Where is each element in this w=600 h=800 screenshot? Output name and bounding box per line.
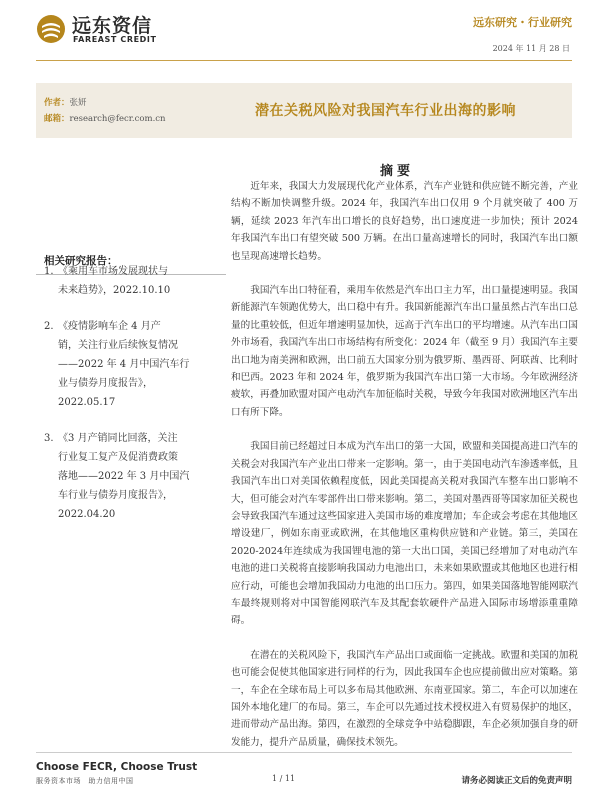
brand-name-en: FAREAST CREDIT	[73, 35, 157, 44]
disclaimer-note: 请务必阅读正文后的免责声明	[461, 776, 572, 786]
footer-tagline: 服务资本市场 助力信用中国	[36, 777, 134, 785]
related-reports-heading: 相关研究报告：	[44, 255, 118, 267]
report-title: 潜在关税风险对我国汽车行业出海的影响	[255, 103, 516, 119]
report-category: 远东研究・行业研究	[473, 16, 572, 29]
related-report-number: 2.	[44, 321, 54, 332]
related-report-text: 2022.05.17	[58, 397, 116, 408]
author-line: 作者：张妍	[44, 98, 87, 108]
related-report-number	[44, 467, 58, 486]
related-report-text: 行业复工复产及促消费政策	[58, 452, 178, 463]
abstract-paragraph: 我国汽车出口特征看，乘用车依然是汽车出口主力军，出口量提速明显。我国新能源汽车领跑优势大，出口稳中有升。我国新能源汽车出口量虽然占汽车出口总量的比重较低，但近年增速明显加快，远高于汽车出口的平均增速。从汽车出口国外市场看，我国汽车出口市场结构有所变化：2024 年（截至 9 月）我国汽车主要出口地为南美洲和欧洲，出口前五大国家分别为俄罗斯、墨西哥、阿联酋、比利时和巴西。2023 年和 2024 年，俄罗斯为我国汽车出口第一大市场。今年欧洲经济疲软，再叠加欧盟对国产电动汽车加征临时关税，导致今年我国对欧洲地区汽车出口有所下降。	[231, 285, 578, 418]
abstract-paragraph: 我国目前已经超过日本成为汽车出口的第一大国，欧盟和美国提高进口汽车的关税会对我国汽车产业出口带来一定影响。第一，由于美国电动汽车渗透率低，且我国汽车出口对美国依赖程度低，因此美国提高关税对我国汽车整车出口影响不大，但可能会对汽车零部件出口带来影响。第二，美国对墨西哥等国家加征关税也会导致我国汽车通过这些国家进入美国市场的难度增加；车企或会考虑在其他地区增设建厂，例如东南亚或欧洲，在其他地区重构供应链和产业链。第三，美国在2020-2024年连续成为我国锂电池的第一大出口国，美国已经增加了对电动汽车电池的进口关税将直接影响我国动力电池出口，未来如果欧盟或其他地区也进行相应行动，可能也会增加我国动力电池的出口压力。第四，如果美国落地智能网联汽车最终规则将对中国智能网联汽车及其配套软硬件产品进入国际市场增添重重障碍。	[231, 441, 578, 627]
related-report-text: 《3 月产销同比回落，关注	[58, 433, 178, 444]
related-report-text: 业与债券月度报告》，	[58, 378, 153, 389]
email-line: 邮箱：research@fecr.com.cn	[44, 114, 166, 124]
related-report-text: 落地——2022 年 3 月中国汽	[58, 471, 190, 482]
report-date: 2024 年 11 月 28 日	[492, 44, 570, 53]
related-report-number: 3.	[44, 433, 54, 444]
footer-slogan: Choose FECR, Choose Trust	[36, 761, 198, 773]
related-report-text: 销，关注行业后续恢复情况	[58, 340, 178, 351]
related-report-text: 《疫情影响车企 4 月产	[58, 321, 161, 332]
related-report-number	[44, 505, 58, 524]
author-name: 张妍	[69, 98, 87, 108]
brand-name-cn: 远东资信	[72, 15, 153, 37]
related-report-text: 车行业与债券月度报告》，	[58, 490, 173, 501]
footer-divider	[36, 752, 572, 753]
related-report-number	[44, 448, 58, 467]
page-number: 1 / 11	[272, 774, 296, 783]
related-report-number	[44, 486, 58, 505]
related-reports-list	[44, 262, 194, 524]
fareast-logo-icon	[36, 14, 66, 44]
related-report-number: 1.	[44, 266, 54, 277]
abstract-paragraph: 在潜在的关税风险下，我国汽车产品出口或面临一定挑战。欧盟和美国的加税也可能会促使其他国家进行同样的行为，因此我国车企也应提前做出应对策略。第一，车企在全球布局上可以多布局其他欧洲、东南亚国家。第二，车企可以加速在国外本地化建厂的布局。第三，车企可以先通过技术授权进入有贸易保护的地区，进而带动产品出海。第四，在激烈的全球竞争中站稳脚跟，车企必须加强自身的研发能力，提升产品质量，确保技术领先。	[231, 649, 578, 748]
related-report-number	[44, 281, 58, 300]
related-report-number	[44, 374, 58, 393]
author-email[interactable]: research@fecr.com.cn	[69, 114, 166, 124]
abstract-body	[231, 178, 578, 768]
abstract-heading: 摘要	[380, 164, 415, 179]
related-report-text: 《乘用车市场发展现状与	[58, 266, 168, 277]
related-report-number	[44, 355, 58, 374]
related-report-text: ——2022 年 4 月中国汽车行	[58, 359, 190, 370]
abstract-paragraph: 近年来，我国大力发展现代化产业体系，汽车产业链和供应链不断完善，产业结构不断加快调整升级。2024 年，我国汽车出口仅用 9 个月就突破了 400 万辆，延续 2023 年汽车出口增长的良好趋势，出口速度进一步加快；预计 2024 年我国汽车出口有望突破 500 万辆。在出口量高速增长的同时，我国汽车出口额也呈现高速增长趋势。	[231, 181, 578, 262]
related-report-item[interactable]	[44, 429, 194, 524]
related-report-item[interactable]	[44, 317, 194, 412]
related-report-text: 2022.04.20	[58, 509, 116, 520]
related-report-text: 未来趋势》，2022.10.10	[58, 285, 171, 296]
related-report-number	[44, 393, 58, 412]
related-report-number	[44, 336, 58, 355]
related-report-item[interactable]	[44, 262, 194, 300]
header-divider	[36, 60, 572, 61]
